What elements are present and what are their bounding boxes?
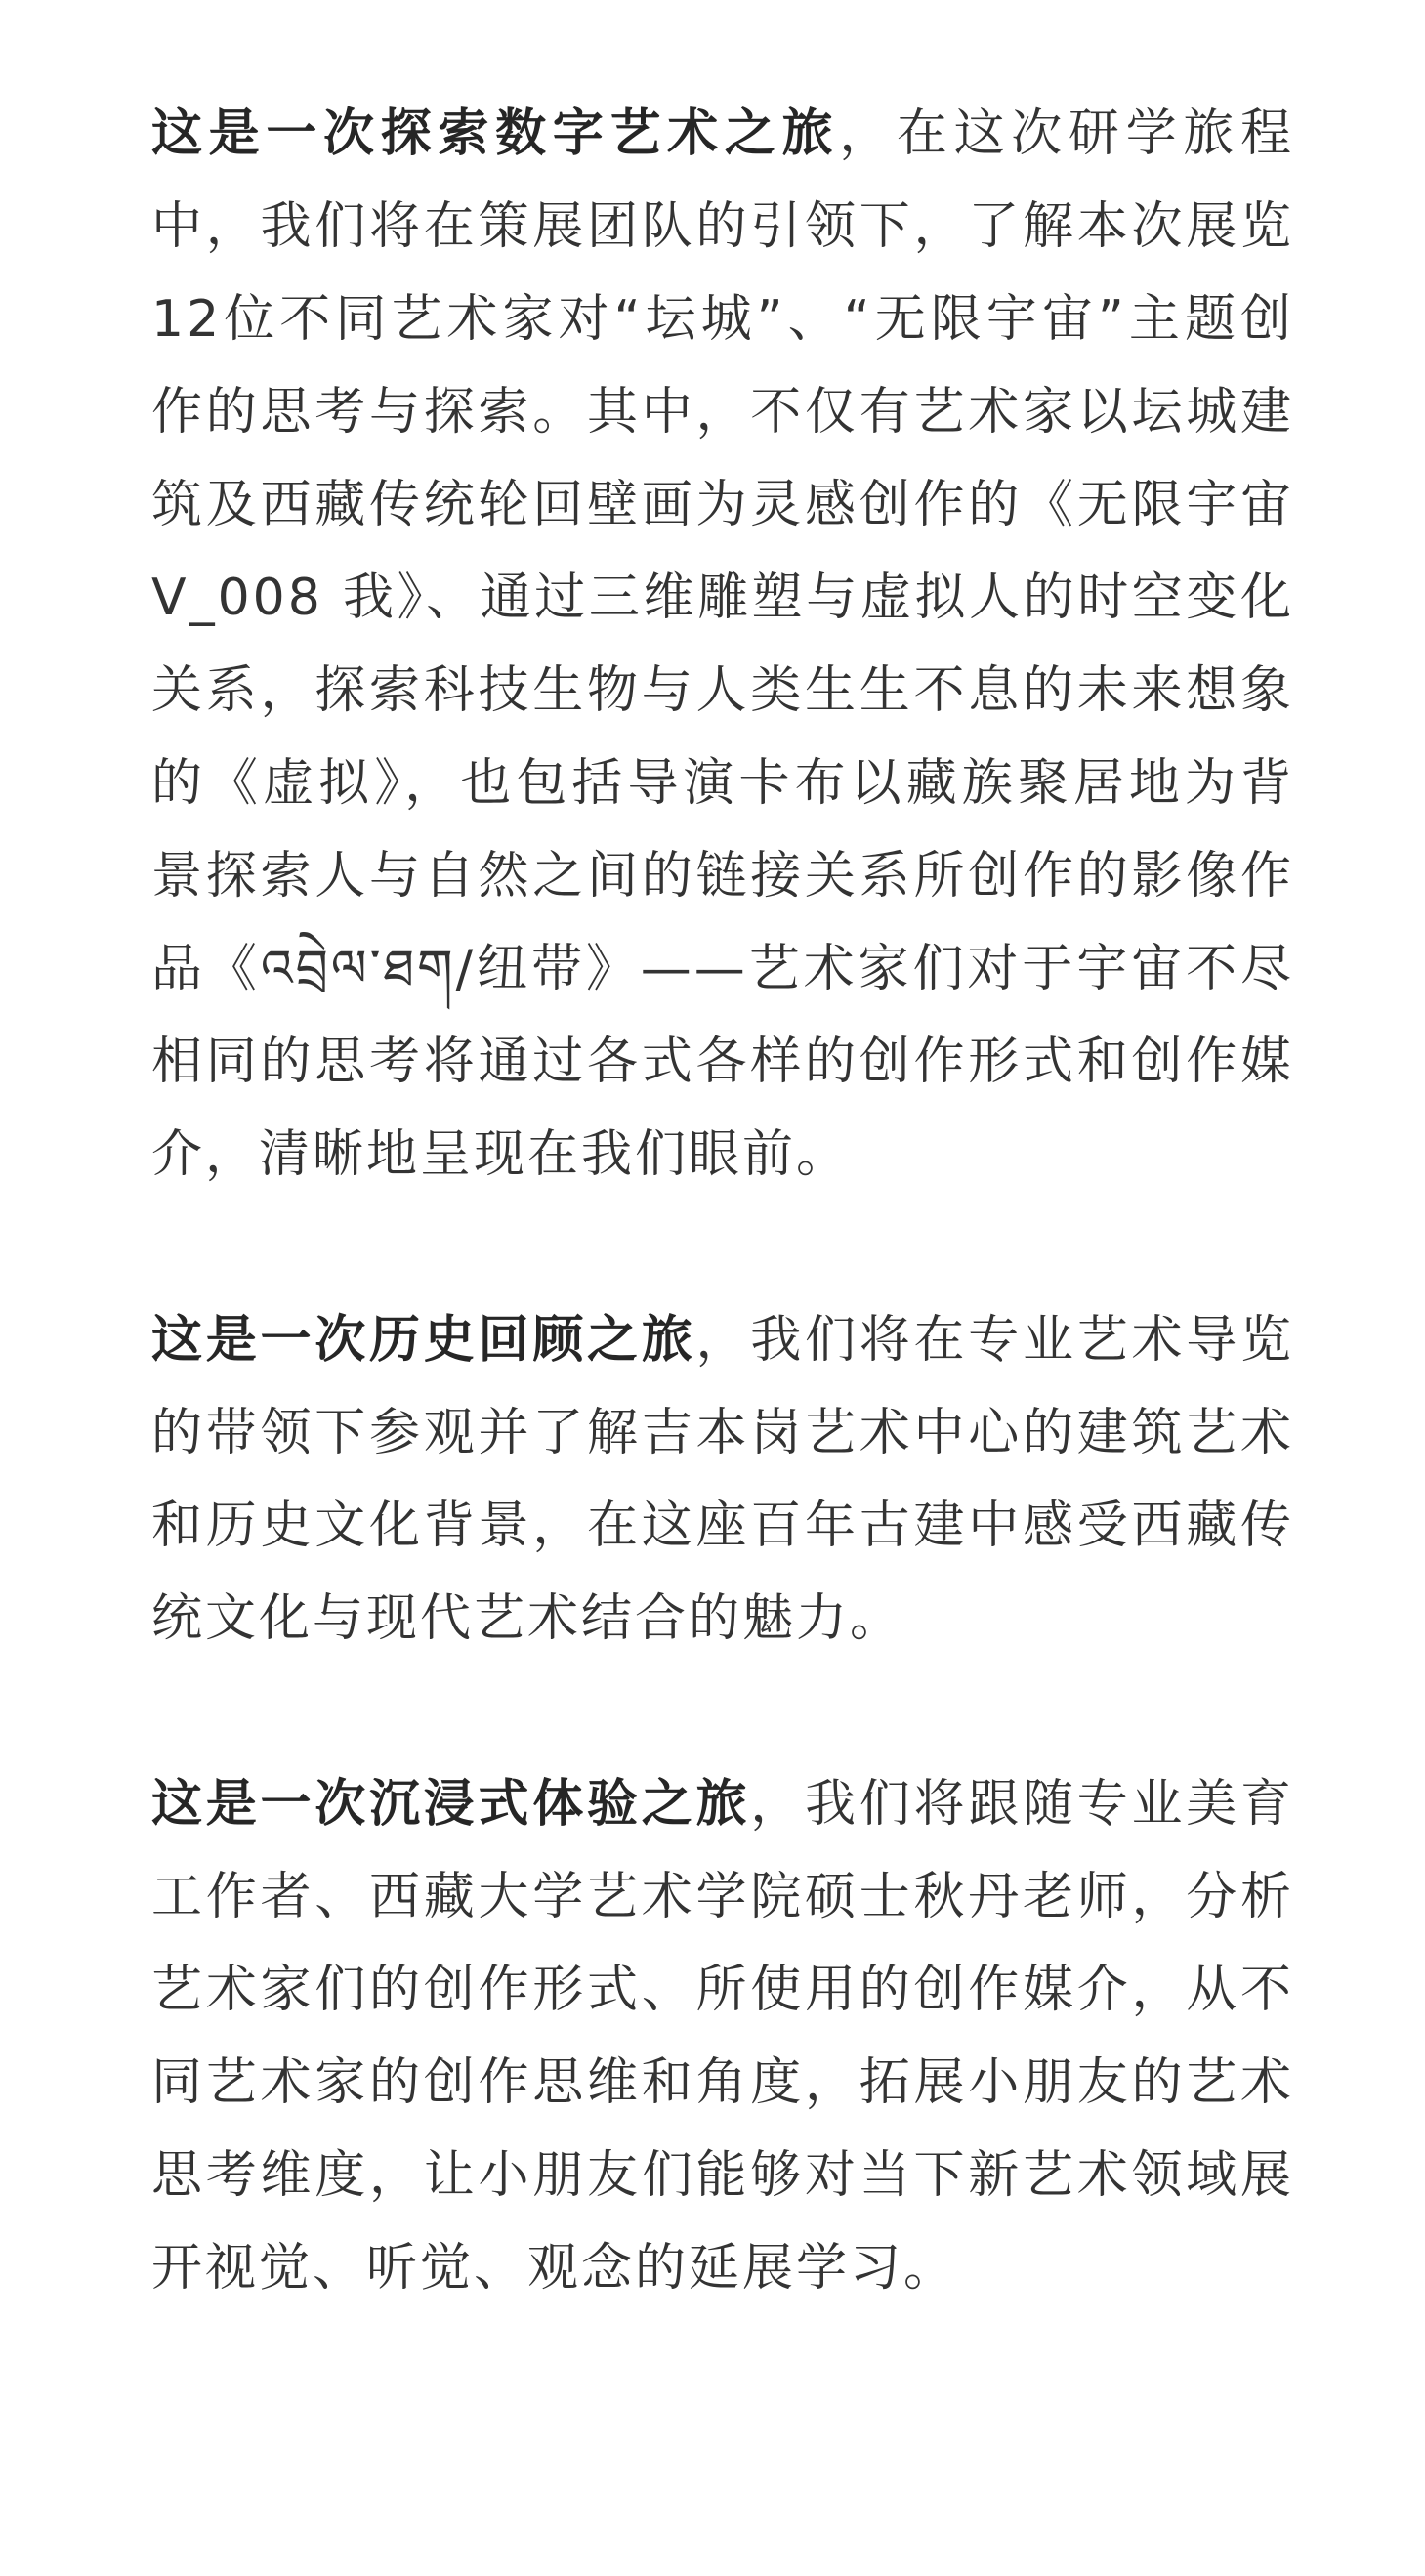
paragraph-immersive-journey <box>151 1758 1294 2315</box>
paragraph-text: ，我们将在专业艺术导览的带领下参观并了解吉本岗艺术中心的建筑艺术和历史文化背景，在这座百年古建中感受西藏传统文化与现代艺术结合的魅力。 <box>151 1311 1294 1648</box>
paragraph-text: ，在这次研学旅程中，我们将在策展团队的引领下，了解本次展览12位不同艺术家对“坛城”、“无限宇宙”主题创作的思考与探索。其中，不仅有艺术家以坛城建筑及西藏传统轮回壁画为灵感创作的《无限宇宙 V_008 我》、通过三维雕塑与虚拟人的时空变化关系，探索科技生物与人类生生不息的未来想象的《虚拟》，也包括导演卡布以藏族聚居地为背景探索人与自然之间的链接关系所创作的影像作品《འབྲེལ་ཐག/纽带》——艺术家们对于宇宙不尽相同的思考将通过各式各样的创作形式和创作媒介，清晰地呈现在我们眼前。 <box>151 105 1294 1184</box>
paragraph-lead: 这是一次沉浸式体验之旅 <box>151 1775 751 1834</box>
article-body <box>151 88 1294 2315</box>
paragraph-lead: 这是一次探索数字艺术之旅 <box>151 105 840 163</box>
paragraph-digital-art-journey <box>151 88 1294 1202</box>
paragraph-lead: 这是一次历史回顾之旅 <box>151 1311 696 1370</box>
paragraph-history-journey <box>151 1294 1294 1666</box>
paragraph-text: ，我们将跟随专业美育工作者、西藏大学艺术学院硕士秋丹老师，分析艺术家们的创作形式、所使用的创作媒介，从不同艺术家的创作思维和角度，拓展小朋友的艺术思考维度，让小朋友们能够对当下新艺术领域展开视觉、听觉、观念的延展学习。 <box>151 1775 1294 2298</box>
